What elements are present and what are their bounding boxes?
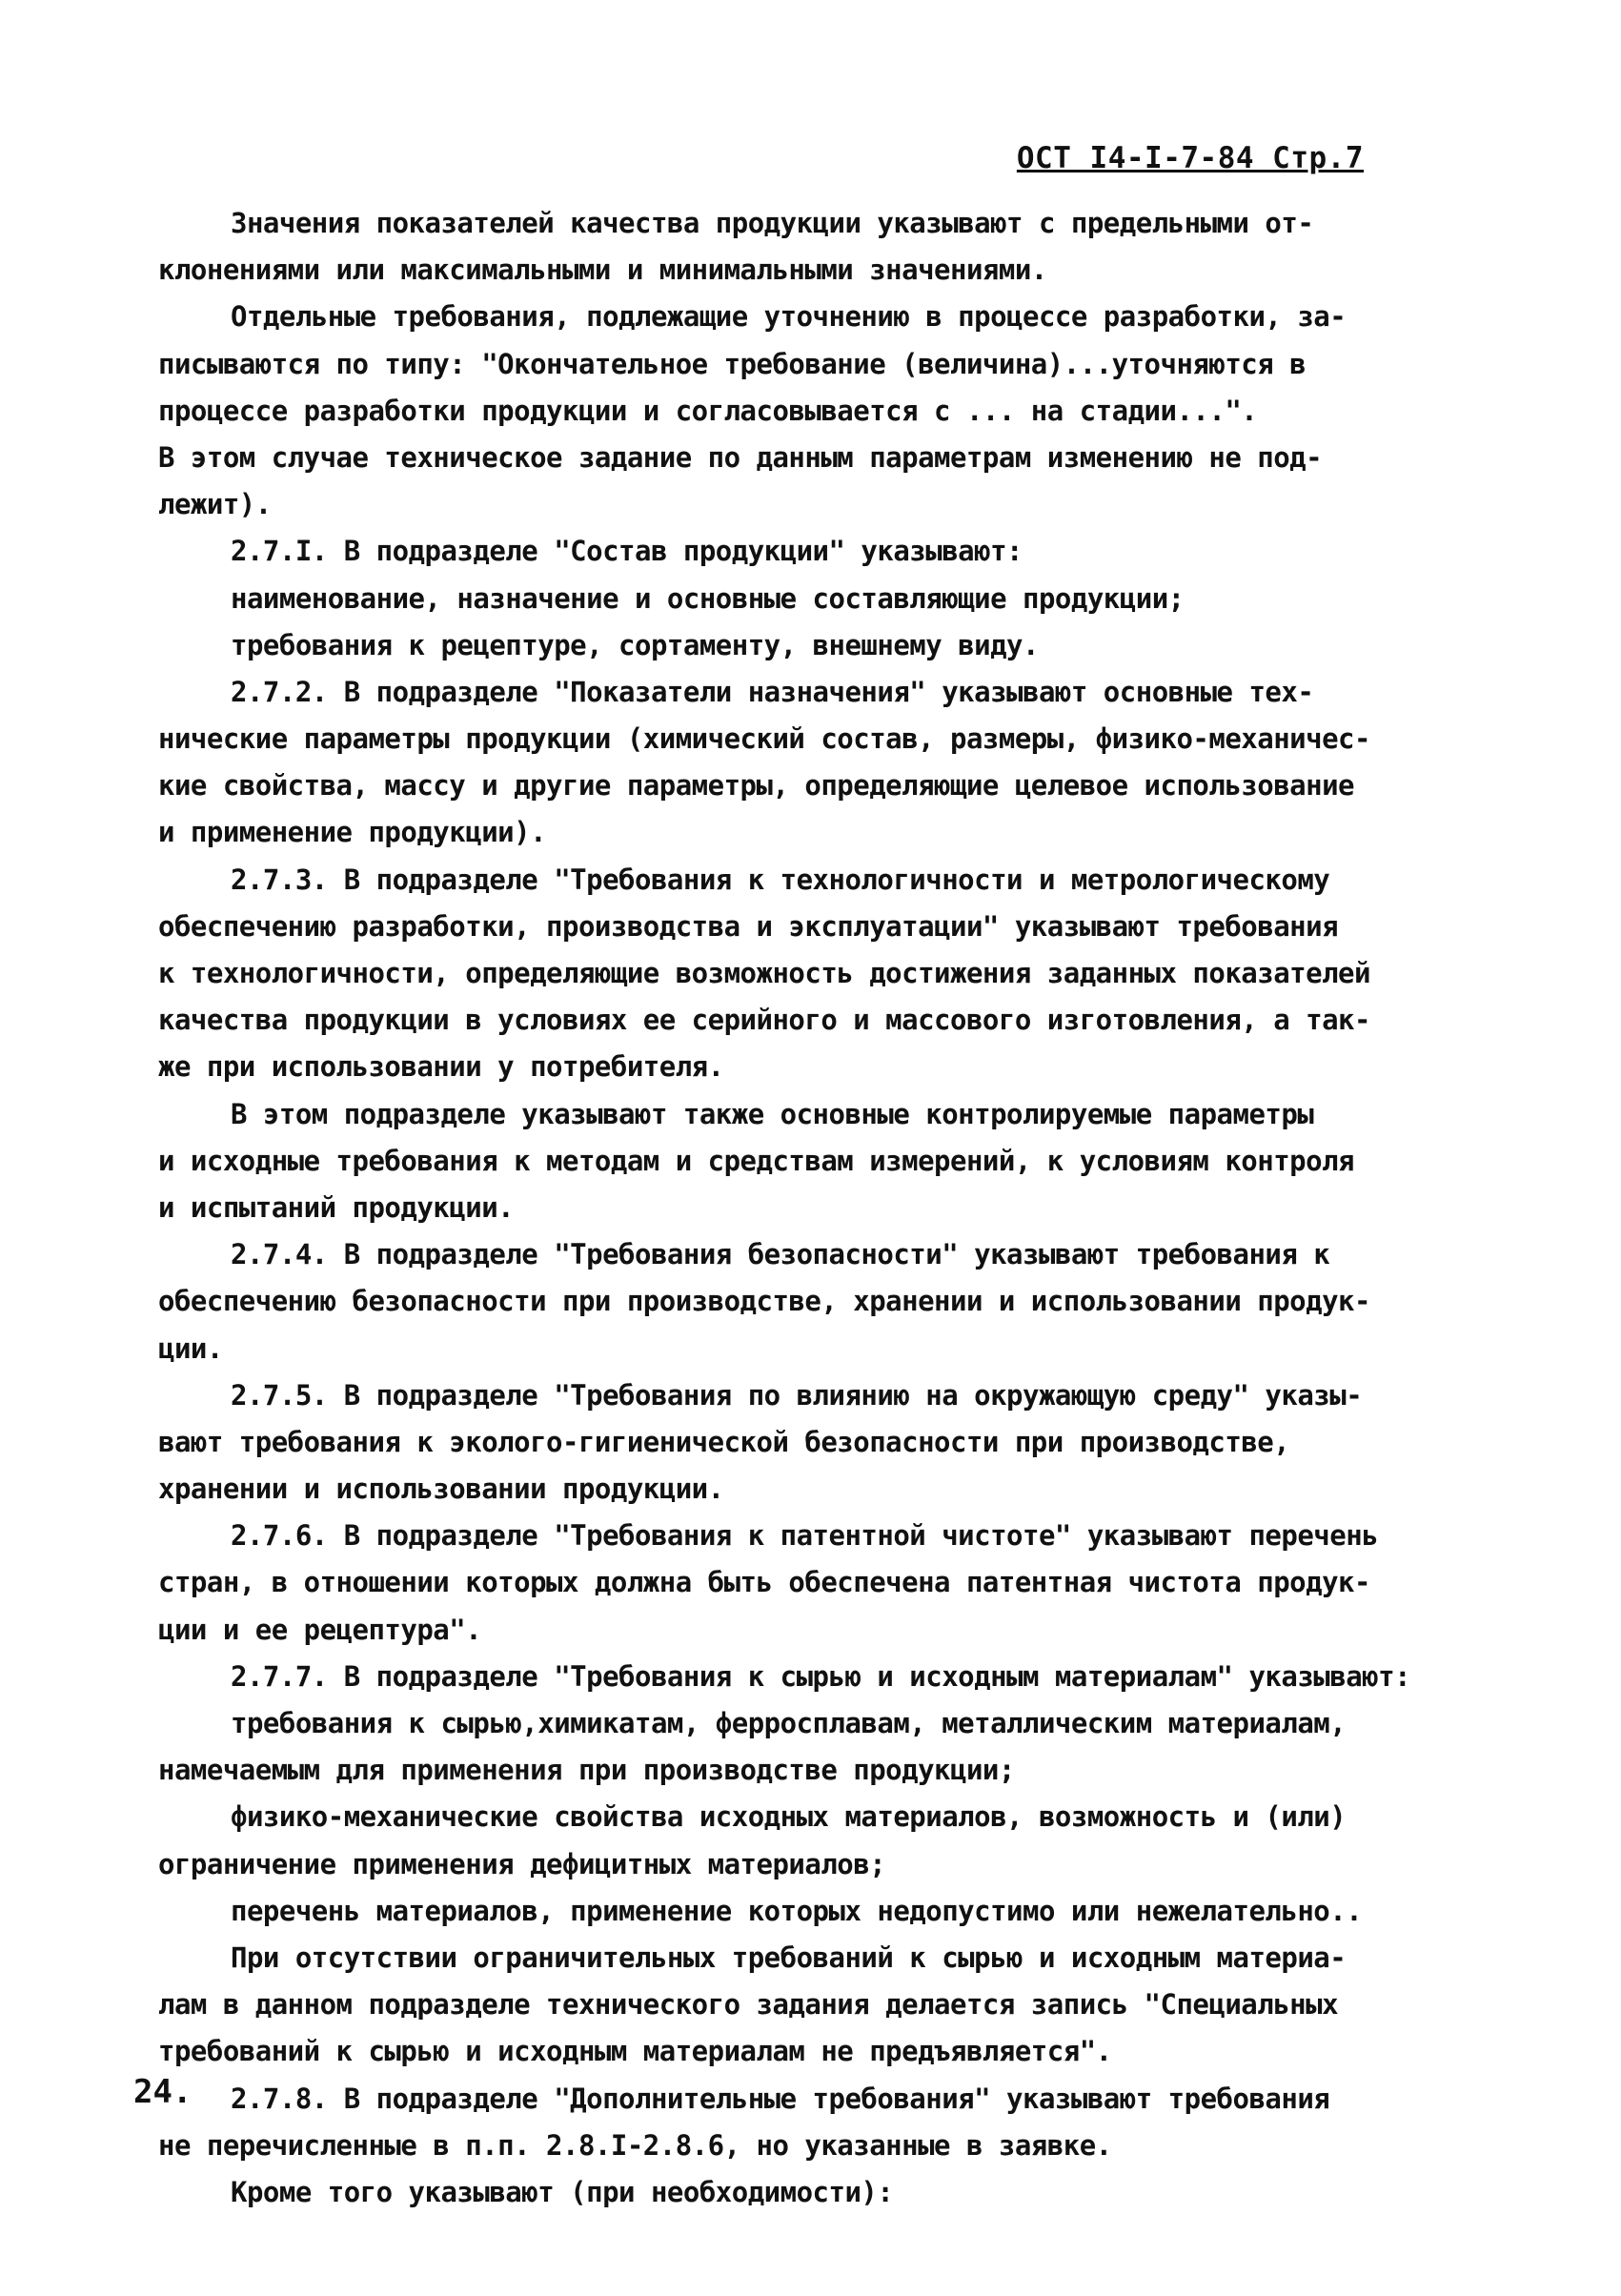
text-line: лежит). [158,488,272,521]
text-line: ции. [158,1331,223,1365]
document-header-code: ОСТ I4-I-7-84 Стр.7 [1016,141,1364,175]
text-line: 2.7.7. В подразделе "Требования к сырью и исходным материалам" указывают: [231,1659,1411,1693]
text-line: и испытаний продукции. [158,1190,515,1224]
text-line: 2.7.5. В подразделе "Требования по влиянию на окружающую среду" указы- [231,1378,1363,1412]
text-line: требования к сырью,химикатам, ферросплавам, металлическим материалам, [231,1707,1347,1739]
text-line: 2.7.3. В подразделе "Требования к технологичности и метрологическому [231,863,1330,896]
text-line: обеспечению разработки, производства и эксплуатации" указывают требования [158,909,1339,943]
text-line: обеспечению безопасности при производстве, хранении и использовании продук- [158,1285,1370,1318]
text-line: Кроме того указывают (при необходимости): [231,2175,894,2208]
text-line: требований к сырью и исходным материалам не предъявляется". [158,2035,1112,2068]
text-line: 2.7.6. В подразделе "Требования к патентной чистоте" указывают перечень [231,1519,1379,1553]
text-line: же при использовании у потребителя. [158,1050,724,1084]
text-line: процессе разработки продукции и согласовывается с ... на стадии...". [158,394,1258,427]
text-line: В этом случае техническое задание по данным параметрам изменению не под- [158,440,1323,474]
document-body [158,200,1492,2216]
text-line: ограничение применения дефицитных материалов; [158,1847,886,1880]
text-line: нические параметры продукции (химический состав, размеры, физико-механичес- [158,722,1370,756]
text-line: писываются по типу: "Окончательное требование (величина)...уточняются в [158,347,1307,380]
text-line: и применение продукции). [158,816,547,849]
text-line: ции и ее рецептура". [158,1613,482,1646]
text-line: кие свойства, массу и другие параметры, определяющие целевое использование [158,769,1355,803]
text-line: перечень материалов, применение которых недопустимо или нежелательно.. [231,1894,1363,1927]
text-line: стран, в отношении которых должна быть обеспечена патентная чистота продук- [158,1566,1370,1599]
text-line: намечаемым для применения при производстве продукции; [158,1754,1015,1787]
text-line: физико-механические свойства исходных материалов, возможность и (или) [231,1800,1347,1834]
text-line: не перечисленные в п.п. 2.8.I-2.8.6, но указанные в заявке. [158,2128,1112,2162]
page-number: 24. [133,2073,192,2111]
text-line: к технологичности, определяющие возможность достижения заданных показателей [158,957,1370,989]
text-line: 2.7.I. В подразделе "Состав продукции" указывают: [231,535,1023,568]
text-line: В этом подразделе указывают также основные контролируемые параметры [231,1097,1314,1130]
text-line: хранении и использовании продукции. [158,1473,724,1506]
text-line: качества продукции в условиях ее серийного и массового изготовления, а так- [158,1004,1370,1037]
text-line: требования к рецептуре, сортаменту, внешнему виду. [231,628,1039,661]
text-line: лам в данном подразделе технического задания делается запись "Специальных [158,1988,1339,2022]
text-line: Значения показателей качества продукции указывают с предельными от- [231,207,1314,239]
text-line: наименование, назначение и основные составляющие продукции; [231,581,1185,615]
text-line: 2.7.8. В подразделе "Дополнительные требования" указывают требования [231,2082,1330,2115]
text-line: клонениями или максимальными и минимальными значениями. [158,254,1047,287]
text-line: 2.7.4. В подразделе "Требования безопасности" указывают требования к [231,1238,1330,1271]
text-line: и исходные требования к методам и средствам измерений, к условиям контроля [158,1144,1355,1177]
text-line: 2.7.2. В подразделе "Показатели назначения" указывают основные тех- [231,675,1314,708]
text-line: вают требования к эколого-гигиенической безопасности при производстве, [158,1425,1290,1458]
text-line: Отдельные требования, подлежащие уточнению в процессе разработки, за- [231,300,1347,334]
text-line: При отсутствии ограничительных требований к сырью и исходным материа- [231,1940,1347,1974]
